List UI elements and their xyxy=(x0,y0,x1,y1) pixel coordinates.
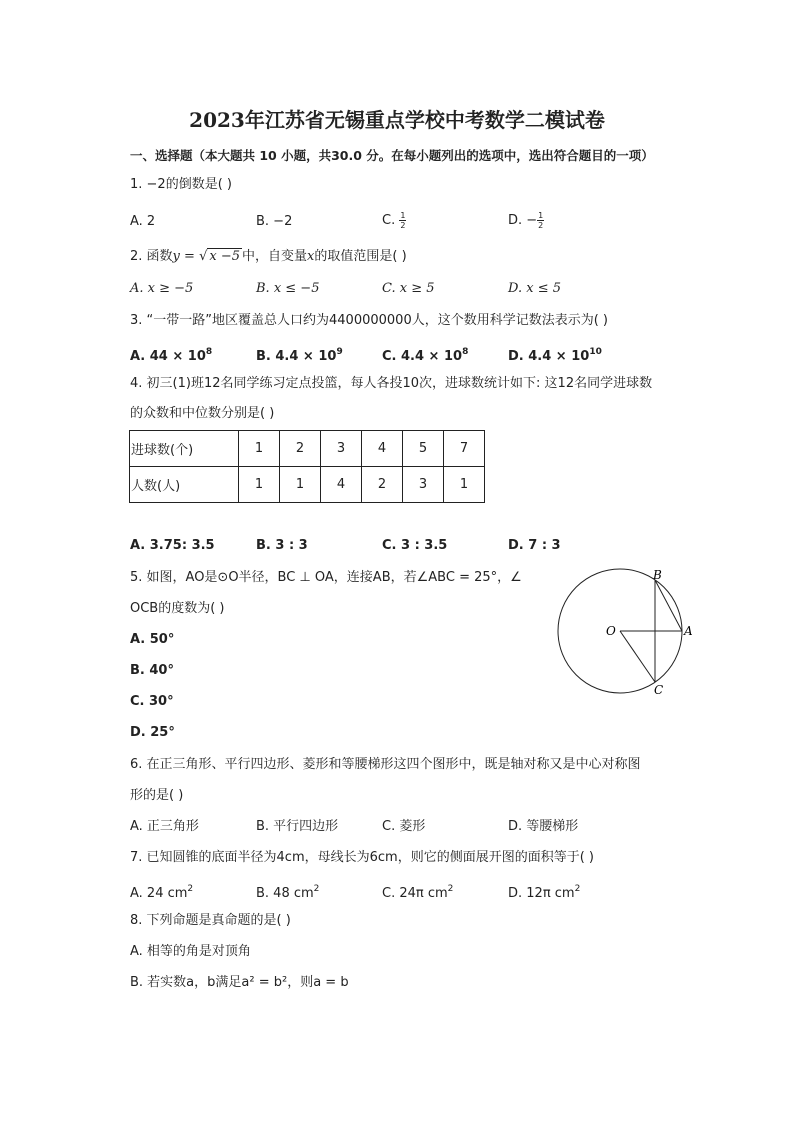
page-title: 2023年江苏省无锡重点学校中考数学二模试卷 xyxy=(189,108,605,132)
q5-option-c: C. 30° xyxy=(130,694,174,709)
table-cell: 2 xyxy=(280,431,321,467)
question-1-stem: 1. −2的倒数是( ) xyxy=(130,177,232,192)
q3-option-c: C. $4.4 \times 10^8$ xyxy=(382,347,469,364)
q1-option-c: C. $\frac{1}{2}$ xyxy=(382,211,406,230)
question-3-stem: 3. “一带一路”地区覆盖总人口约为4400000000人，这个数用科学记数法表示为( ) xyxy=(130,313,608,328)
table-cell: 3 xyxy=(321,431,362,467)
q1-option-d: D. − $\frac{1}{2}$ xyxy=(508,211,544,230)
q6-option-b: B. 平行四边形 xyxy=(256,819,339,834)
q1-option-a: A. 2 xyxy=(130,214,156,229)
question-6-stem-line1: 6. 在正三角形、平行四边形、菱形和等腰梯形这四个图形中，既是轴对称又是中心对称图 xyxy=(130,757,641,772)
q3-option-a: A. $44 \times 10^8$ xyxy=(130,347,213,364)
q2-option-b: B. x ≤ −5 xyxy=(256,281,320,296)
q6-option-c: C. 菱形 xyxy=(382,819,426,834)
question-5-stem-line2: OCB的度数为( ) xyxy=(130,601,225,616)
question-2-stem: 2. 函数y = √ x −5 中，自变量x的取值范围是( ) xyxy=(130,249,407,264)
table-cell: 3 xyxy=(403,467,444,503)
q7-option-b: B. 48 $cm^2$ xyxy=(256,884,320,901)
q2-option-a: A. x ≥ −5 xyxy=(130,281,194,296)
goals-table xyxy=(129,430,485,503)
table-cell: 5 xyxy=(403,431,444,467)
table-cell: 7 xyxy=(444,431,485,467)
table-cell: 4 xyxy=(362,431,403,467)
section-heading: 一、选择题（本大题共 10 小题，共30.0 分。在每小题列出的选项中，选出符合题目的一项） xyxy=(130,148,654,163)
segment-oc xyxy=(620,631,655,682)
table-cell: 2 xyxy=(362,467,403,503)
q4-option-c: C. 3 : 3.5 xyxy=(382,538,448,553)
q7-option-d: D. 12π $cm^2$ xyxy=(508,884,581,901)
table-cell: 1 xyxy=(239,431,280,467)
q7-option-c: C. 24π $cm^2$ xyxy=(382,884,454,901)
q2-option-d: D. x ≤ 5 xyxy=(508,281,561,296)
label-c: C xyxy=(654,683,664,697)
circle-diagram xyxy=(548,564,698,698)
q6-option-a: A. 正三角形 xyxy=(130,819,199,834)
question-8-stem: 8. 下列命题是真命题的是( ) xyxy=(130,913,291,928)
q1-option-b: B. −2 xyxy=(256,214,293,229)
q3-option-d: D. $4.4 \times 10^{10}$ xyxy=(508,347,602,364)
table-cell: 1 xyxy=(444,467,485,503)
q4-option-a: A. 3.75: 3.5 xyxy=(130,538,215,553)
table-row xyxy=(130,467,485,503)
q5-option-b: B. 40° xyxy=(130,663,174,678)
q5-option-d: D. 25° xyxy=(130,725,175,740)
q7-option-a: A. 24 $cm^2$ xyxy=(130,884,194,901)
table-cell: 进球数(个) xyxy=(130,431,239,467)
question-5-stem-line1: 5. 如图，AO是⊙O半径，BC ⊥ OA，连接AB，若∠ABC = 25°，∠ xyxy=(130,570,522,585)
q6-option-d: D. 等腰梯形 xyxy=(508,819,579,834)
table-cell: 1 xyxy=(280,467,321,503)
label-a: A xyxy=(684,624,693,638)
table-cell: 1 xyxy=(239,467,280,503)
segment-ab xyxy=(655,580,682,631)
question-7-stem: 7. 已知圆锥的底面半径为4cm，母线长为6cm，则它的侧面展开图的面积等于( ) xyxy=(130,850,594,865)
q3-option-b: B. $4.4 \times 10^9$ xyxy=(256,347,343,364)
q2-option-c: C. x ≥ 5 xyxy=(382,281,435,296)
q4-option-b: B. 3 : 3 xyxy=(256,538,308,553)
question-4-stem-line1: 4. 初三(1)班12名同学练习定点投篮，每人各投10次，进球数统计如下: 这12名同学进球数 xyxy=(130,376,653,391)
table-cell: 4 xyxy=(321,467,362,503)
label-o: O xyxy=(606,624,616,638)
q8-option-a: A. 相等的角是对顶角 xyxy=(130,944,251,959)
table-row xyxy=(130,431,485,467)
question-4-stem-line2: 的众数和中位数分别是( ) xyxy=(130,406,275,421)
question-6-stem-line2: 形的是( ) xyxy=(130,788,184,803)
q8-option-b: B. 若实数a，b满足a² = b²，则a = b xyxy=(130,975,349,990)
q4-option-d: D. 7 : 3 xyxy=(508,538,561,553)
table-cell: 人数(人) xyxy=(130,467,239,503)
label-b: B xyxy=(653,568,662,582)
q5-option-a: A. 50° xyxy=(130,632,175,647)
